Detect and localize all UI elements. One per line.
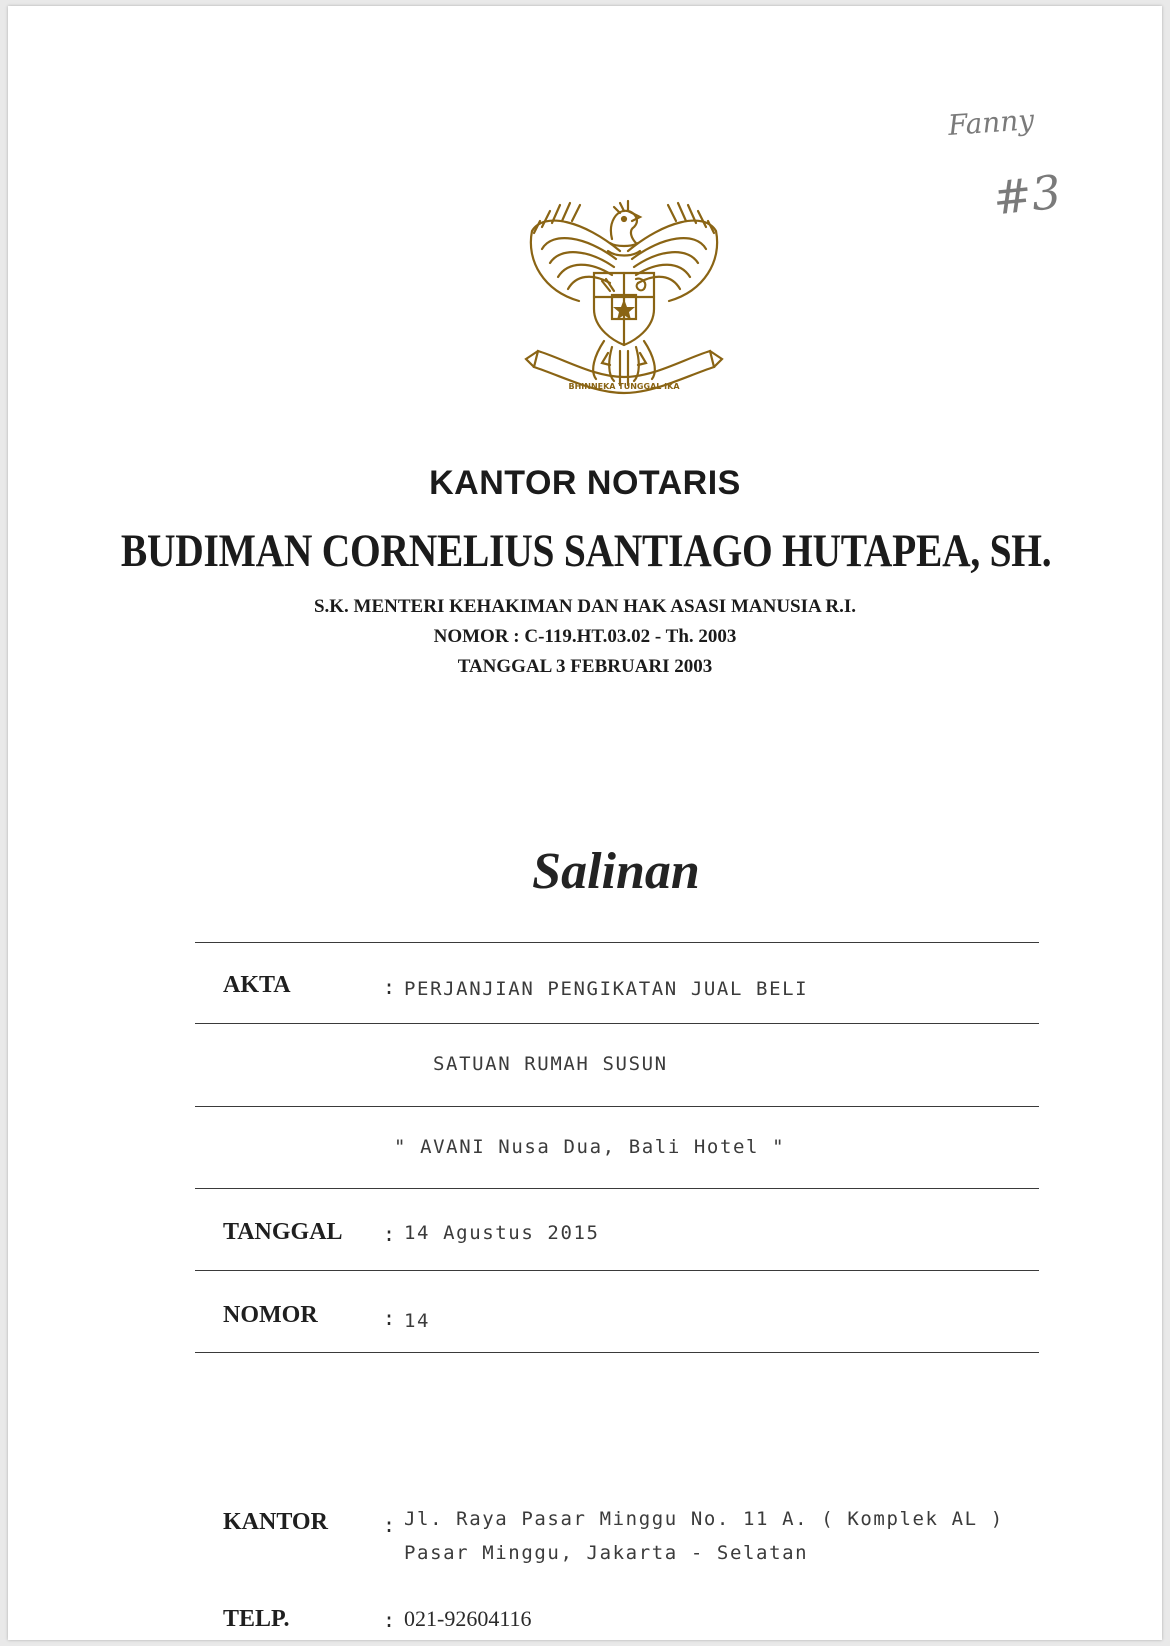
akta-title-line-3: " AVANI Nusa Dua, Bali Hotel " xyxy=(394,1136,786,1158)
divider xyxy=(195,1106,1039,1107)
divider xyxy=(195,1023,1039,1024)
decree-line-1: S.K. MENTERI KEHAKIMAN DAN HAK ASASI MANUSIA R.I. xyxy=(313,596,857,617)
divider xyxy=(195,1270,1039,1271)
kantor-label: KANTOR xyxy=(223,1509,328,1535)
office-title: KANTOR NOTARIS xyxy=(429,464,741,502)
nomor-value: 14 xyxy=(404,1310,431,1332)
handwritten-note: Fanny xyxy=(946,103,1036,142)
document-page xyxy=(8,6,1162,1640)
akta-title-line-2: SATUAN RUMAH SUSUN xyxy=(433,1053,668,1075)
emblem-motto: BHINNEKA TUNGGAL IKA xyxy=(568,382,680,391)
handwritten-mark: #3 xyxy=(990,164,1064,226)
akta-label: AKTA xyxy=(223,972,291,998)
nomor-colon: : xyxy=(383,1306,396,1330)
telp-value: 021-92604116 xyxy=(404,1606,532,1631)
akta-title-line-1: PERJANJIAN PENGIKATAN JUAL BELI xyxy=(404,978,809,1000)
tanggal-value: 14 Agustus 2015 xyxy=(404,1222,600,1244)
divider xyxy=(195,1188,1039,1189)
document-type-title: Salinan xyxy=(532,843,700,900)
decree-line-3: TANGGAL 3 FEBRUARI 2003 xyxy=(457,656,713,677)
nomor-label: NOMOR xyxy=(223,1302,318,1328)
telp-label: TELP. xyxy=(223,1606,290,1632)
kantor-address-line-2: Pasar Minggu, Jakarta - Selatan xyxy=(404,1542,809,1564)
notary-name: BUDIMAN CORNELIUS SANTIAGO HUTAPEA, SH. xyxy=(120,525,1052,577)
tanggal-colon: : xyxy=(383,1222,396,1246)
garuda-emblem-icon xyxy=(524,181,724,406)
divider xyxy=(195,1352,1039,1353)
divider xyxy=(195,942,1039,943)
akta-colon: : xyxy=(383,975,396,999)
decree-line-2: NOMOR : C-119.HT.03.02 - Th. 2003 xyxy=(433,626,737,647)
tanggal-label: TANGGAL xyxy=(223,1219,343,1245)
kantor-address-line-1: Jl. Raya Pasar Minggu No. 11 A. ( Komplek AL ) xyxy=(404,1508,1004,1530)
kantor-colon: : xyxy=(383,1513,396,1537)
telp-colon: : xyxy=(383,1608,396,1632)
